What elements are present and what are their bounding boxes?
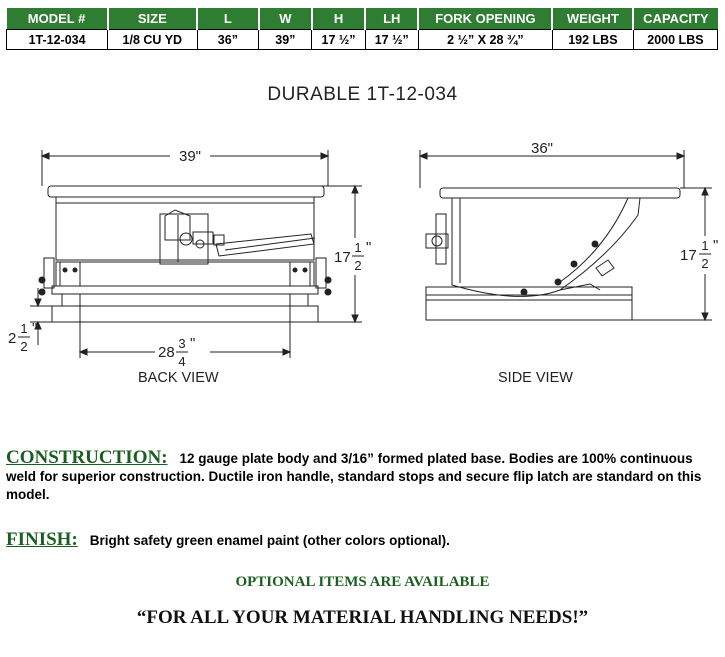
back-height-unit: " — [366, 239, 372, 256]
side-length-dimension: 36" — [530, 140, 554, 157]
spec-header-row — [7, 8, 718, 30]
side-height-unit: " — [713, 237, 719, 254]
back-width-dimension: 39" — [178, 148, 202, 165]
header-width: W — [259, 8, 312, 30]
fork-height-whole: 2 — [8, 330, 17, 347]
drawing-title: DURABLE 1T-12-034 — [267, 84, 458, 105]
cell-model: 1T-12-034 — [7, 30, 108, 50]
construction-section — [6, 449, 718, 504]
fork-height-numerator: 1 — [20, 321, 28, 336]
fork-width-numerator: 3 — [178, 336, 186, 351]
cell-capacity: 2000 LBS — [633, 30, 717, 50]
cell-lip-height: 17 ½” — [365, 30, 418, 50]
fork-width-denominator: 4 — [178, 354, 186, 369]
side-height-numerator: 1 — [701, 238, 709, 253]
back-height-numerator: 1 — [354, 240, 362, 255]
technical-drawings — [0, 130, 725, 370]
fork-width-unit: " — [190, 335, 196, 352]
finish-heading: FINISH: — [6, 529, 78, 550]
side-height-denominator: 2 — [701, 256, 709, 271]
construction-heading: CONSTRUCTION: — [6, 447, 168, 468]
cell-weight: 192 LBS — [552, 30, 633, 50]
slogan: “FOR ALL YOUR MATERIAL HANDLING NEEDS!” — [136, 607, 589, 628]
header-capacity: CAPACITY — [633, 8, 717, 30]
fork-width-whole: 28 — [158, 344, 175, 361]
fork-height-unit: " — [32, 320, 38, 337]
header-fork-opening: FORK OPENING — [418, 8, 552, 30]
fork-height-denominator: 2 — [20, 339, 28, 354]
finish-text: Bright safety green enamel paint (other colors optional). — [89, 533, 450, 548]
cell-height: 17 ½” — [312, 30, 365, 50]
back-height-denominator: 2 — [354, 258, 362, 273]
cell-length: 36” — [197, 30, 259, 50]
back-view-drawing — [30, 150, 362, 358]
spec-table — [6, 8, 718, 50]
header-height: H — [312, 8, 365, 30]
cell-width: 39” — [259, 30, 312, 50]
header-weight: WEIGHT — [552, 8, 633, 30]
spec-data-row — [7, 30, 718, 50]
header-size: SIZE — [108, 8, 197, 30]
back-view-label: BACK VIEW — [138, 370, 219, 386]
side-height-whole: 17 — [680, 247, 697, 264]
header-lip-height: LH — [365, 8, 418, 30]
back-height-whole: 17 — [334, 249, 351, 266]
cell-fork-opening: 2 ½” X 28 ¾” — [418, 30, 552, 50]
header-model: MODEL # — [7, 8, 108, 30]
cell-size: 1/8 CU YD — [108, 30, 197, 50]
header-length: L — [197, 8, 259, 30]
optional-items-notice: OPTIONAL ITEMS ARE AVAILABLE — [235, 574, 490, 590]
construction-text: 12 gauge plate body and 3/16” formed plated base. Bodies are 100% continuous weld for superior construction. Ductile iron handle, standard stops and secure flip latch are standard on this model. — [6, 451, 702, 502]
finish-section — [6, 531, 718, 550]
side-view-drawing — [420, 150, 712, 320]
side-view-label: SIDE VIEW — [498, 370, 573, 386]
